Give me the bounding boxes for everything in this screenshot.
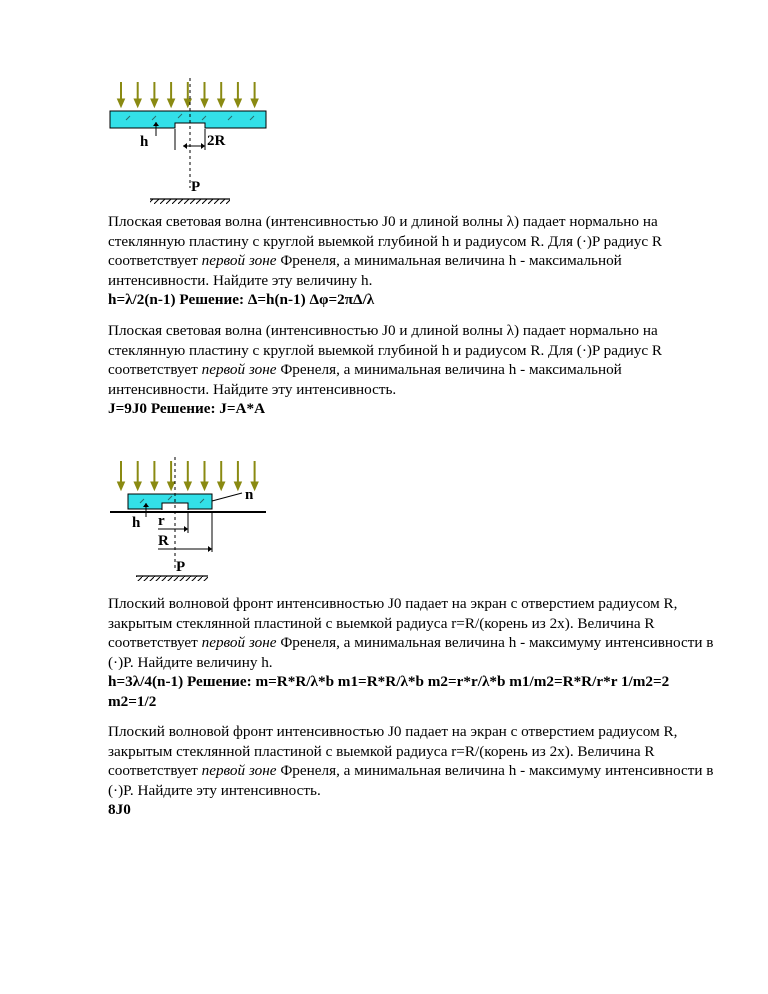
wave-arrow-head [218,482,225,490]
label-P: P [176,559,186,575]
label-h: h [132,515,141,531]
label-n: n [245,487,254,503]
wave-arrow-head [251,99,258,107]
wave-arrow-head [151,99,158,107]
problem-1-answer: h=λ/2(n-1) Решение: Δ=h(n-1) Δφ=2πΔ/λ [108,291,375,308]
label-h: h [140,134,149,150]
problem-2-text: Плоская световая волна (интенсивностью J0 и длиной волны λ) падает нормально на стеклянную пластину с круглой выемкой глубиной h и радиусом R. Для (·)P радиус R соответствует первой зоне Френеля, а минимальная величина h - максимальной интенсивности. Найдите эту интенсивность. [108,322,663,398]
problem-4-text: Плоский волновой фронт интенсивностью J0 падает на экран с отверстием радиусом R, закрытым стеклянной пластиной с выемкой радиуса r=R/(корень из 2х). Величина R соответствует первой зоне Френеля, а минимальная величина h - максимуму интенсивности в (·)P. Найдите эту интенсивность. [108,723,714,799]
label-2R: 2R [207,133,226,149]
wave-arrow-head [234,482,241,490]
wave-arrow-head [184,482,191,490]
wave-arrow-head [134,482,141,490]
wave-arrow-head [118,99,125,107]
wave-arrow-head [151,482,158,490]
label-R: R [158,533,169,549]
problem-2-answer: J=9J0 Решение: J=A*A [108,400,266,417]
wave-arrow-head [168,99,175,107]
label-r: r [158,513,165,529]
problem-3-text: Плоский волновой фронт интенсивностью J0 падает на экран с отверстием радиусом R, закрытым стеклянной пластиной с выемкой радиуса r=R/(корень из 2х). Величина R соответствует первой зоне Френеля, а минимальная величина h - максимуму интенсивности в (·)P. Найдите величину h. [108,595,714,671]
wave-arrow-head [134,99,141,107]
wave-arrow-head [201,482,208,490]
wave-arrow-head [218,99,225,107]
label-P: P [191,179,201,195]
problem-3-answer: h=3λ/4(n-1) Решение: m=R*R/λ*b m1=R*R/λ*b m2=r*r/λ*b m1/m2=R*R/r*r 1/m2=2 m2=1/2 [108,673,670,710]
problem-1-text: Плоская световая волна (интенсивностью J0 и длиной волны λ) падает нормально на стеклянную пластину с круглой выемкой глубиной h и радиусом R. Для (·)P радиус R соответствует первой зоне Френеля, а минимальная величина h - максимальной интенсивности. Найдите эту величину h. [108,213,663,289]
wave-arrow-head [201,99,208,107]
wave-arrow-head [234,99,241,107]
incident-wave-arrows [118,461,259,490]
fresnel-plate-diagram-1 [100,78,280,210]
wave-arrow-head [168,482,175,490]
fresnel-aperture-diagram-2 [100,457,280,585]
wave-arrow-head [118,482,125,490]
problem-4-answer: 8J0 [108,801,131,818]
incident-wave-arrows [118,82,259,107]
